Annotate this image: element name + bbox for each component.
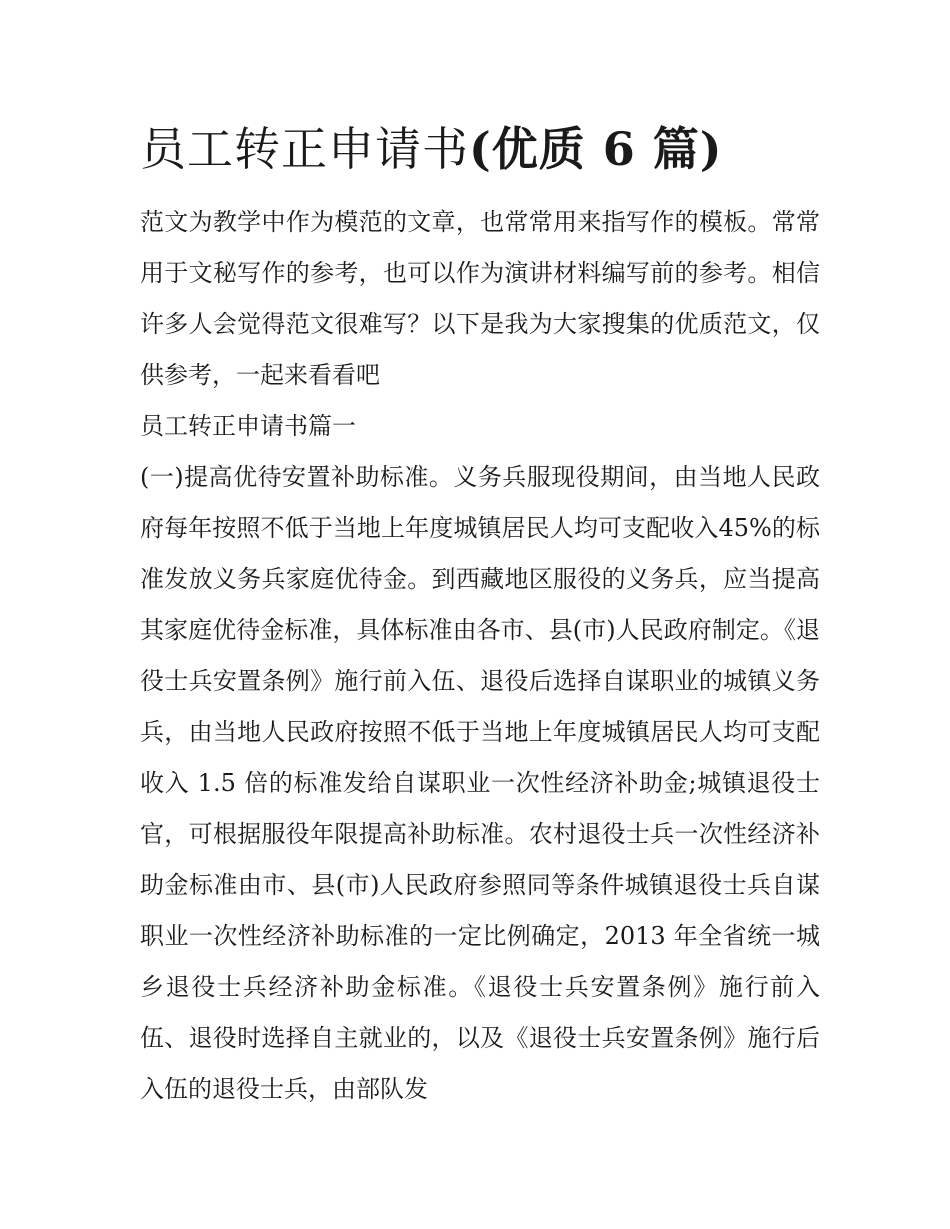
- section-heading: 员工转正申请书篇一: [140, 412, 356, 440]
- document-title-main: 员工转正申请书: [140, 122, 469, 176]
- document-title-paren: (优质 6 篇): [469, 122, 723, 176]
- document-page: [140, 112, 820, 1115]
- body-paragraph: (一)提高优待安置补助标准。义务兵服现役期间，由当地人民政府每年按照不低于当地上年度城镇居民人均可支配收入45%的标准发放义务兵家庭优待金。到西藏地区服役的义务兵，应当提高其家庭优待金标准，具体标准由各市、县(市)人民政府制定。《退役士兵安置条例》施行前入伍、退役后选择自谋职业的城镇义务兵，由当地人民政府按照不低于当地上年度城镇居民人均可支配收入 1.5 倍的标准发给自谋职业一次性经济补助金;城镇退役士官，可根据服役年限提高补助标准。农村退役士兵一次性经济补助金标准由市、县(市)人民政府参照同等条件城镇退役士兵自谋职业一次性经济补助标准的一定比例确定，2013 年全省统一城乡退役士兵经济补助金标准。《退役士兵安置条例》施行前入伍、退役时选择自主就业的，以及《退役士兵安置条例》施行后入伍的退役士兵，由部队发: [140, 463, 820, 1103]
- intro-paragraph: 范文为教学中作为模范的文章，也常常用来指写作的模板。常常用于文秘写作的参考，也可以作为演讲材料编写前的参考。相信许多人会觉得范文很难写？以下是我为大家搜集的优质范文，仅供参考，一起来看看吧: [140, 208, 820, 389]
- document-title: [140, 112, 820, 186]
